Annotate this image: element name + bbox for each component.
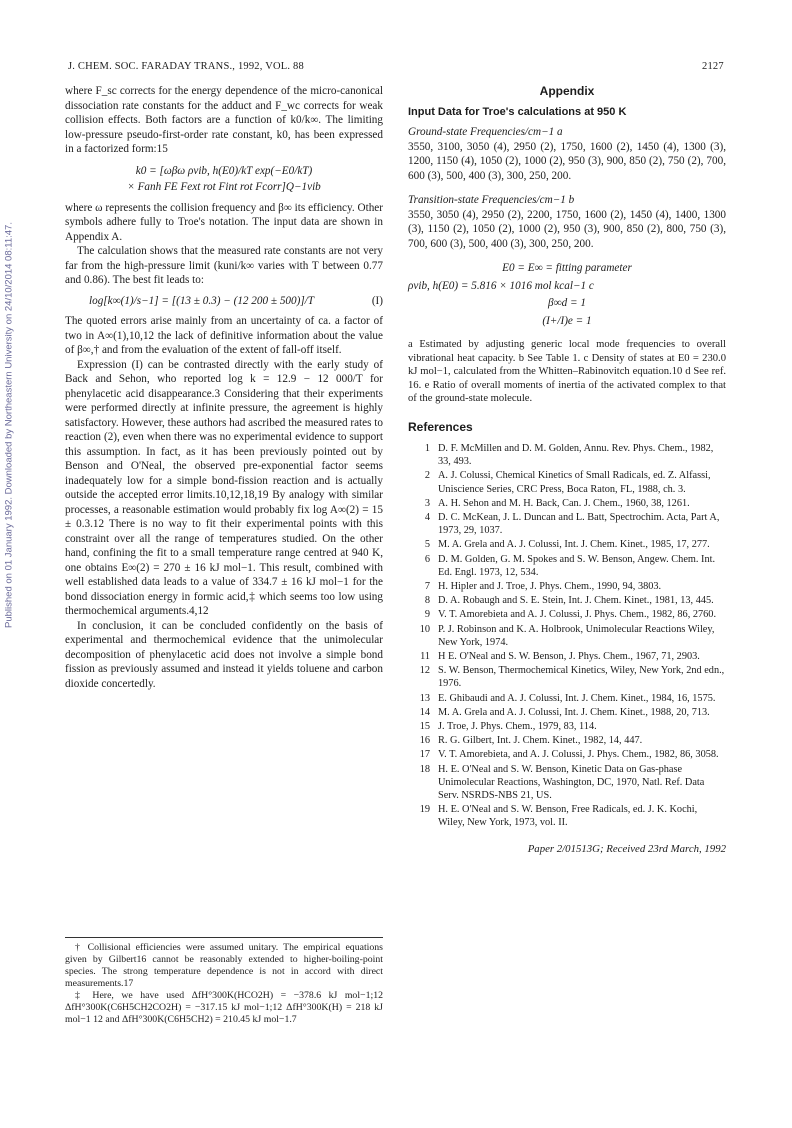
reference-text: A. H. Sehon and M. H. Back, Can. J. Chem., 1960, 38, 1261.	[438, 497, 690, 509]
reference-number: 15	[419, 721, 430, 733]
reference-text: E. Ghibaudi and A. J. Colussi, Int. J. Chem. Kinet., 1984, 16, 1575.	[438, 692, 716, 704]
paragraph: The quoted errors arise mainly from an uncertainty of ca. a factor of two in A∞(1),10,12 the lack of definitive information about the value of β∞,† and from the evaluation of the extent of fall-off itself.	[65, 315, 383, 356]
paper-id: Paper 2/01513G; Received 23rd March, 1992	[527, 842, 726, 855]
reference-number: 18	[419, 763, 430, 775]
reference-item	[408, 650, 726, 663]
reference-item	[408, 692, 726, 705]
reference-number: 3	[424, 497, 430, 509]
appendix-notes: a Estimated by adjusting generic local mode frequencies to overall vibrational heat capacity. b See Table 1. c Density of states at E0 = 230.0 kJ mol−1, calculated from the Whitten–Rabinovitch equation.10 d See ref. 16. e Ratio of overall moments of inertia of the activated complex to that of the ground-state molecule.	[408, 339, 726, 404]
reference-number: 2	[424, 470, 430, 482]
reference-text: A. J. Colussi, Chemical Kinetics of Small Radicals, ed. Z. Alfassi, Uniscience Series, CRC Press, Boca Raton, FL, 1988, ch. 3.	[438, 470, 711, 495]
paragraph: The calculation shows that the measured rate constants are not very far from the high-pressure limit (kuni/k∞ varies with T between 0.77 and 0.86). The best fit leads to:	[65, 245, 383, 286]
equation-k0	[65, 163, 383, 195]
reference-item	[408, 706, 726, 719]
reference-text: D. F. McMillen and D. M. Golden, Annu. Rev. Phys. Chem., 1982, 33, 493.	[438, 443, 714, 468]
reference-text: P. J. Robinson and K. A. Holbrook, Unimolecular Reactions Wiley, New York, 1974.	[438, 623, 715, 648]
running-header: J. CHEM. SOC. FARADAY TRANS., 1992, VOL. 88	[68, 61, 304, 72]
equation-line: × Fanh FE Fext rot Fint rot Fcorr]Q−1vib	[127, 180, 321, 193]
references-list	[408, 442, 726, 830]
reference-number: 16	[419, 735, 430, 747]
references-title: References	[408, 419, 473, 434]
footnotes	[65, 942, 383, 1026]
reference-number: 10	[419, 623, 430, 635]
reference-text: M. A. Grela and A. J. Colussi, Int. J. Chem. Kinet., 1985, 17, 277.	[438, 539, 710, 551]
reference-item	[408, 720, 726, 733]
equation-I	[65, 294, 383, 309]
equation-number: (I)	[371, 294, 383, 307]
equation-beta: β∞d = 1	[548, 297, 586, 309]
reference-number: 4	[424, 512, 430, 524]
reference-number: 8	[424, 595, 430, 607]
equation-text: log[k∞(1)/s−1] = [(13 ± 0.3) − (12 200 ± 500)]/T	[89, 294, 315, 307]
reference-item	[408, 734, 726, 747]
paragraph: where ω represents the collision frequency and β∞ its efficiency. Other symbols adhere fully to Troe's notation. The input data are shown in Appendix A.	[65, 201, 383, 243]
reference-text: H. E. O'Neal and S. W. Benson, Free Radicals, ed. J. K. Kochi, Wiley, New York, 1973, vol. II.	[438, 804, 698, 829]
reference-item	[408, 623, 726, 649]
equation-e0: E0 = E∞ = fitting parameter	[502, 262, 632, 274]
reference-number: 19	[419, 804, 430, 816]
reference-item	[408, 608, 726, 621]
reference-text: H. E. O'Neal and S. W. Benson, Kinetic Data on Gas-phase Unimolecular Reactions, Washington, DC, 1970, Natl. Ref. Data Serv. NSRDS-NBS 21, US.	[438, 763, 705, 802]
reference-text: D. C. McKean, J. L. Duncan and L. Batt, Spectrochim. Acta, Part A, 1973, 29, 1037.	[438, 512, 720, 537]
reference-item	[408, 442, 726, 468]
input-data-title: Input Data for Troe's calculations at 950 K	[408, 105, 627, 118]
reference-item	[408, 803, 726, 829]
equation-rho: ρvib, h(E0) = 5.816 × 1016 mol kcal−1 c	[408, 279, 594, 292]
reference-item	[408, 594, 726, 607]
reference-number: 12	[419, 665, 430, 677]
footnote: † Collisional efficiencies were assumed unitary. The empirical equations given by Gilbert16 cannot be reasonably extended to higher-boiling-point species. The strong temperature dependence is not in accord with direct measurements.17	[65, 942, 383, 989]
reference-number: 1	[424, 443, 430, 454]
reference-number: 9	[424, 609, 430, 621]
paragraph: In conclusion, it can be concluded confidently on the basis of experimental and thermochemical evidence that the unimolecular decomposition of phenylacetic acid does not involve a simple bond fission as previously assumed and instead it yields toluene and carbon dioxide concertedly.	[65, 619, 383, 690]
reference-item	[408, 469, 726, 495]
reference-text: H E. O'Neal and S. W. Benson, J. Phys. Chem., 1967, 71, 2903.	[438, 651, 700, 663]
reference-number: 5	[424, 539, 430, 551]
transition-state-label: Transition-state Frequencies/cm−1 b	[408, 194, 575, 206]
reference-item	[408, 538, 726, 551]
watermark-text: Published on 01 January 1992. Downloaded by Northeastern University on 24/10/2014 08:11:47.	[3, 222, 15, 628]
reference-number: 11	[420, 651, 430, 663]
right-column	[408, 84, 726, 856]
reference-item	[408, 497, 726, 510]
reference-item	[408, 553, 726, 579]
reference-number: 17	[419, 749, 430, 761]
reference-text: J. Troe, J. Phys. Chem., 1979, 83, 114.	[438, 721, 597, 733]
reference-item	[408, 511, 726, 537]
reference-text: M. A. Grela and A. J. Colussi, Int. J. Chem. Kinet., 1988, 20, 713.	[438, 706, 710, 718]
reference-text: R. G. Gilbert, Int. J. Chem. Kinet., 1982, 14, 447.	[438, 735, 643, 747]
reference-text: D. A. Robaugh and S. E. Stein, Int. J. Chem. Kinet., 1981, 13, 445.	[438, 595, 714, 607]
reference-text: V. T. Amorebieta, and A. J. Colussi, J. Phys. Chem., 1982, 86, 3058.	[438, 749, 719, 761]
left-column	[65, 84, 383, 691]
reference-item	[408, 580, 726, 593]
reference-text: D. M. Golden, G. M. Spokes and S. W. Benson, Angew. Chem. Int. Ed. Engl. 1973, 12, 534.	[438, 553, 716, 578]
reference-item	[408, 748, 726, 761]
paragraph: Expression (I) can be contrasted directly with the early study of Back and Sehon, who reported log k = 12.9 − 12 000/T for phenylacetic acid disappearance.3 Considering that their experiments were performed directly at infinite pressure, the agreement is highly satisfactory. However, these authors had ascribed the measured rates to reaction (2), even when there was no experimental evidence to support this assumption. In fact, as it has been previously pointed out by Benson and O'Neal, the observed pre-exponential factor seems inadequately low for a simple bond-fission reaction and is actually outside the accepted error limits.10,12,18,19 By analogy with similar processes, a reasonable estimation would probably fix log A∞(2) = 15 ± 0.3.12 There is no way to fit their experimental points with this constraint over all the range of temperatures studied. On the other hand, confining the fit to a small temperature range centred at 940 K, one obtains E∞(2) = 270 ± 16 kJ mol−1. This result, combined with well established data leads to a value of 334.7 ± 16 kJ mol−1 for the bond dissociation energy in formic acid,‡ which seems too low using thermochemical arguments.4,12	[65, 358, 383, 617]
page-number: 2127	[702, 61, 724, 72]
reference-text: H. Hipler and J. Troe, J. Phys. Chem., 1990, 94, 3803.	[438, 581, 662, 593]
equation-inertia: (I+/I)e = 1	[542, 314, 592, 327]
paragraph: where F_sc corrects for the energy dependence of the micro-canonical dissociation rate constants for the adduct and F_wc corrects for weak collision effects. Both factors are a function of k0/k∞. The limiting low-pressure pseudo-first-order rate constant, k0, has been expressed in a factorized form:15	[65, 85, 383, 155]
equation-line: k0 = [ωβω ρvib, h(E0)/kT exp(−E0/kT)	[135, 164, 313, 177]
appendix-title: Appendix	[539, 84, 595, 98]
reference-number: 14	[419, 706, 430, 718]
reference-number: 7	[424, 581, 430, 593]
footnote: ‡ Here, we have used ΔfH°300K(HCO2H) = −378.6 kJ mol−1;12 ΔfH°300K(C6H5CH2CO2H) = −317.15 kJ mol−1;12 ΔfH°300K(H) = 218 kJ mol−1 12 and ΔfH°300K(C6H5CH2) = 210.45 kJ mol−1.7	[65, 990, 383, 1025]
reference-text: S. W. Benson, Thermochemical Kinetics, Wiley, New York, 2nd edn., 1976.	[438, 665, 725, 690]
reference-item	[408, 763, 726, 803]
reference-item	[408, 664, 726, 690]
reference-number: 6	[424, 553, 430, 565]
ground-state-label: Ground-state Frequencies/cm−1 a	[408, 126, 563, 138]
transition-state-values: 3550, 3050 (4), 2950 (2), 2200, 1750, 1600 (2), 1450 (4), 1400, 1300 (3), 1150 (2), 1050 (2), 1000 (2), 950 (3), 900, 850 (2), 800, 750 (3), 700, 600 (3), 500, 400 (3), 300, 250, 200.	[408, 208, 726, 250]
ground-state-values: 3550, 3100, 3050 (4), 2950 (2), 1750, 1600 (2), 1450 (4), 1300 (3), 1200, 1150 (4), 1050 (2), 1000 (2), 950 (3), 900, 850 (2), 750 (2), 700, 600 (3), 500, 400 (3), 300, 250, 200.	[408, 140, 726, 182]
download-watermark	[2, 205, 16, 645]
reference-number: 13	[419, 692, 430, 704]
footnote-rule	[65, 937, 383, 938]
reference-text: V. T. Amorebieta and A. J. Colussi, J. Phys. Chem., 1982, 86, 2760.	[438, 609, 717, 621]
